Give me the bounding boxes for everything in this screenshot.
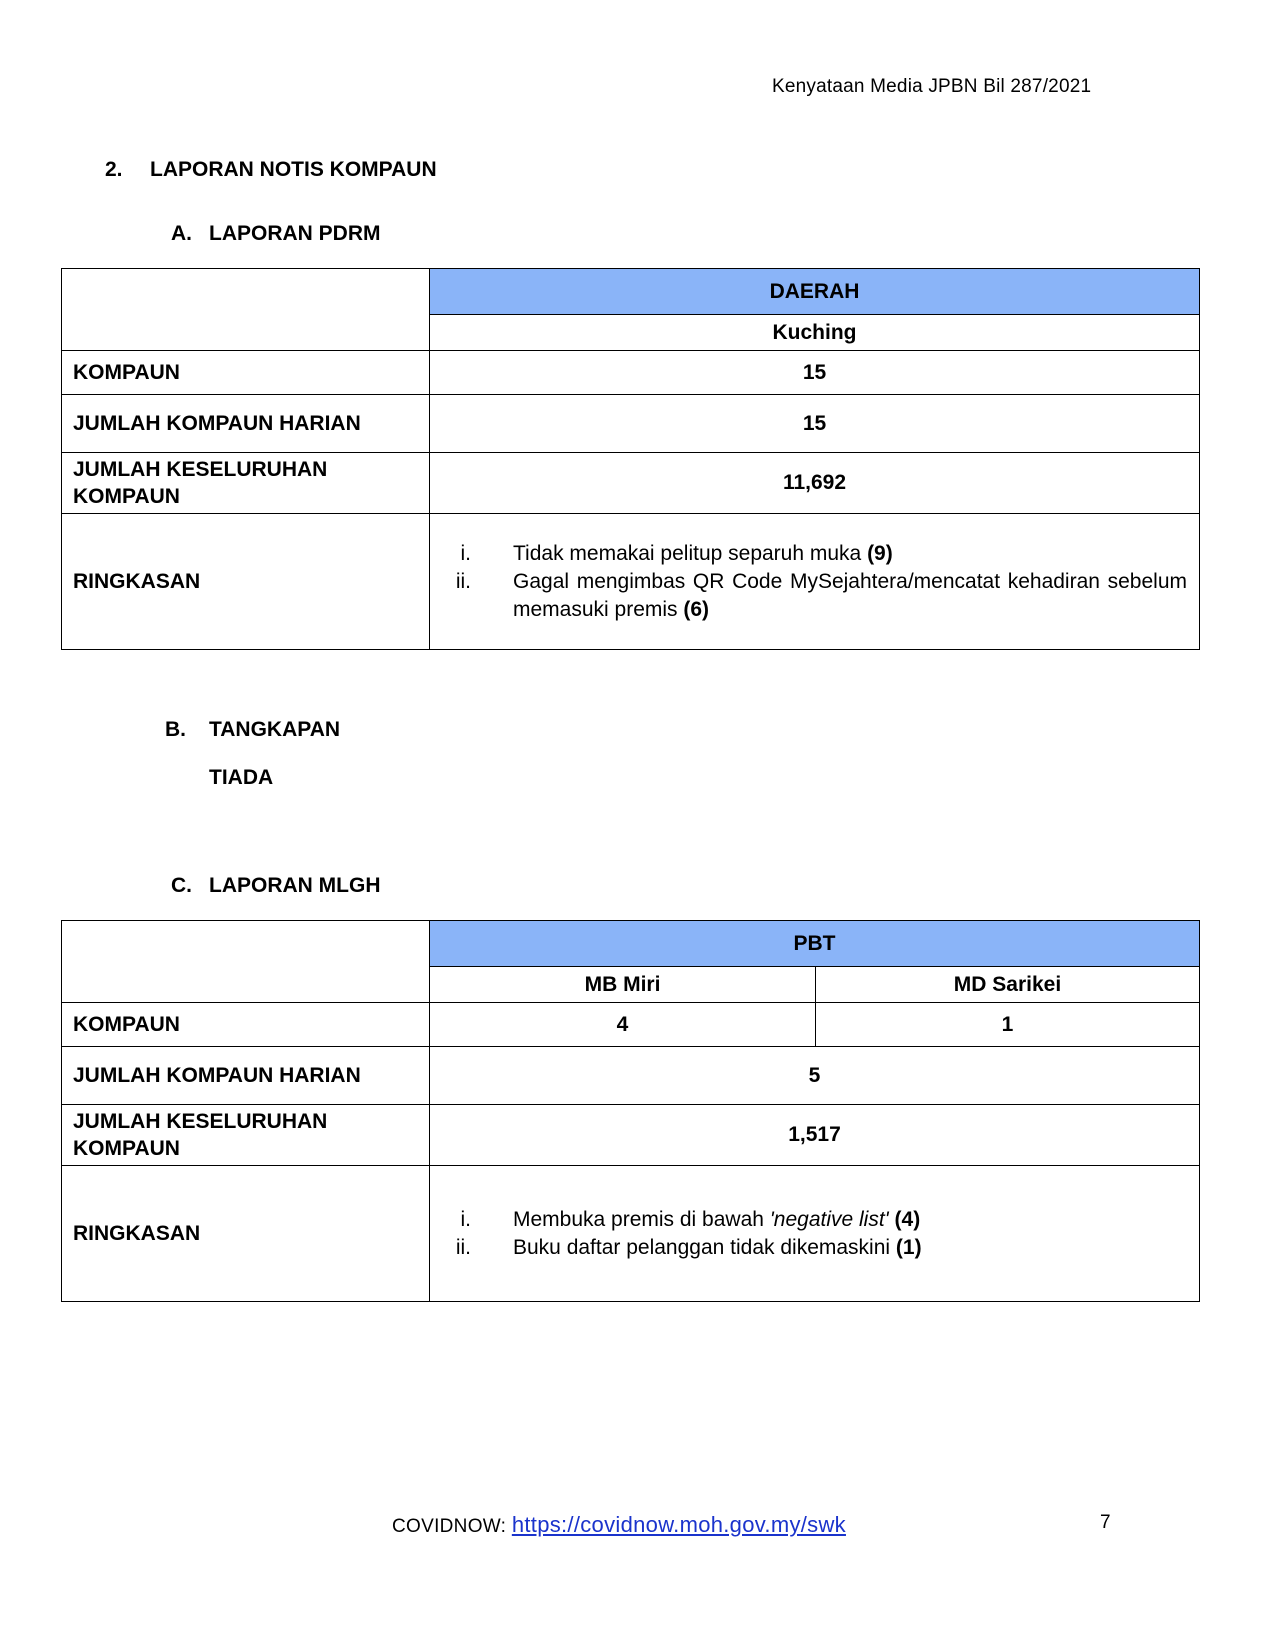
pdrm-keseluruhan-label: JUMLAH KESELURUHAN KOMPAUN (62, 453, 430, 514)
mlgh-harian-value: 5 (430, 1047, 1200, 1105)
covidnow-link[interactable]: https://covidnow.moh.gov.my/swk (511, 1512, 846, 1537)
pdrm-table (61, 268, 1200, 650)
pdrm-title: LAPORAN PDRM (209, 222, 381, 245)
mlgh-harian-label: JUMLAH KOMPAUN HARIAN (62, 1047, 430, 1105)
pdrm-harian-label: JUMLAH KOMPAUN HARIAN (62, 395, 430, 453)
tangkapan-value: TIADA (209, 766, 274, 789)
mlgh-column-header: MD Sarikei (816, 967, 1200, 1003)
pdrm-letter: A. (171, 222, 192, 245)
mlgh-table (61, 920, 1200, 1302)
section-title (105, 158, 437, 182)
pdrm-corner-cell (62, 269, 430, 351)
pdrm-group-header: DAERAH (430, 269, 1200, 315)
pdrm-ringkasan-content (430, 514, 1200, 650)
mlgh-corner-cell (62, 921, 430, 1003)
mlgh-letter: C. (171, 874, 192, 897)
tangkapan-title: TANGKAPAN (209, 718, 341, 741)
mlgh-kompaun-value: 4 (430, 1003, 816, 1047)
pdrm-heading (171, 222, 381, 246)
list-item: ii. Gagal mengimbas QR Code MySejahtera/mencatat kehadiran sebelum memasuki premis (6) (455, 569, 1187, 621)
pdrm-ringkasan-label: RINGKASAN (62, 514, 430, 650)
footer (392, 1512, 846, 1538)
mlgh-keseluruhan-value: 1,517 (430, 1105, 1200, 1166)
mlgh-kompaun-label: KOMPAUN (62, 1003, 430, 1047)
pdrm-district-header: Kuching (430, 315, 1200, 351)
list-item: i. Membuka premis di bawah 'negative list' (4) (460, 1207, 921, 1231)
mlgh-ringkasan-content (430, 1166, 1200, 1302)
list-item: i. Tidak memakai pelitup separuh muka (9) (460, 541, 893, 565)
footer-label: COVIDNOW: (392, 1516, 512, 1537)
mlgh-ringkasan-label: RINGKASAN (62, 1166, 430, 1302)
mlgh-group-header: PBT (430, 921, 1200, 967)
list-item: ii. Buku daftar pelanggan tidak dikemaskini (1) (455, 1235, 922, 1259)
pdrm-keseluruhan-value: 11,692 (430, 453, 1200, 514)
pdrm-kompaun-value: 15 (430, 351, 1200, 395)
tangkapan-letter: B. (165, 718, 186, 741)
mlgh-title: LAPORAN MLGH (209, 874, 381, 897)
page-number: 7 (1100, 1512, 1111, 1533)
mlgh-heading (171, 874, 381, 898)
document-reference: Kenyataan Media JPBN Bil 287/2021 (772, 76, 1092, 97)
section-number: 2. (105, 158, 123, 181)
section-title-text: LAPORAN NOTIS KOMPAUN (150, 158, 437, 181)
mlgh-keseluruhan-label: JUMLAH KESELURUHAN KOMPAUN (62, 1105, 430, 1166)
pdrm-harian-value: 15 (430, 395, 1200, 453)
pdrm-kompaun-label: KOMPAUN (62, 351, 430, 395)
mlgh-column-header: MB Miri (430, 967, 816, 1003)
mlgh-kompaun-value: 1 (816, 1003, 1200, 1047)
tangkapan-heading (165, 718, 340, 742)
